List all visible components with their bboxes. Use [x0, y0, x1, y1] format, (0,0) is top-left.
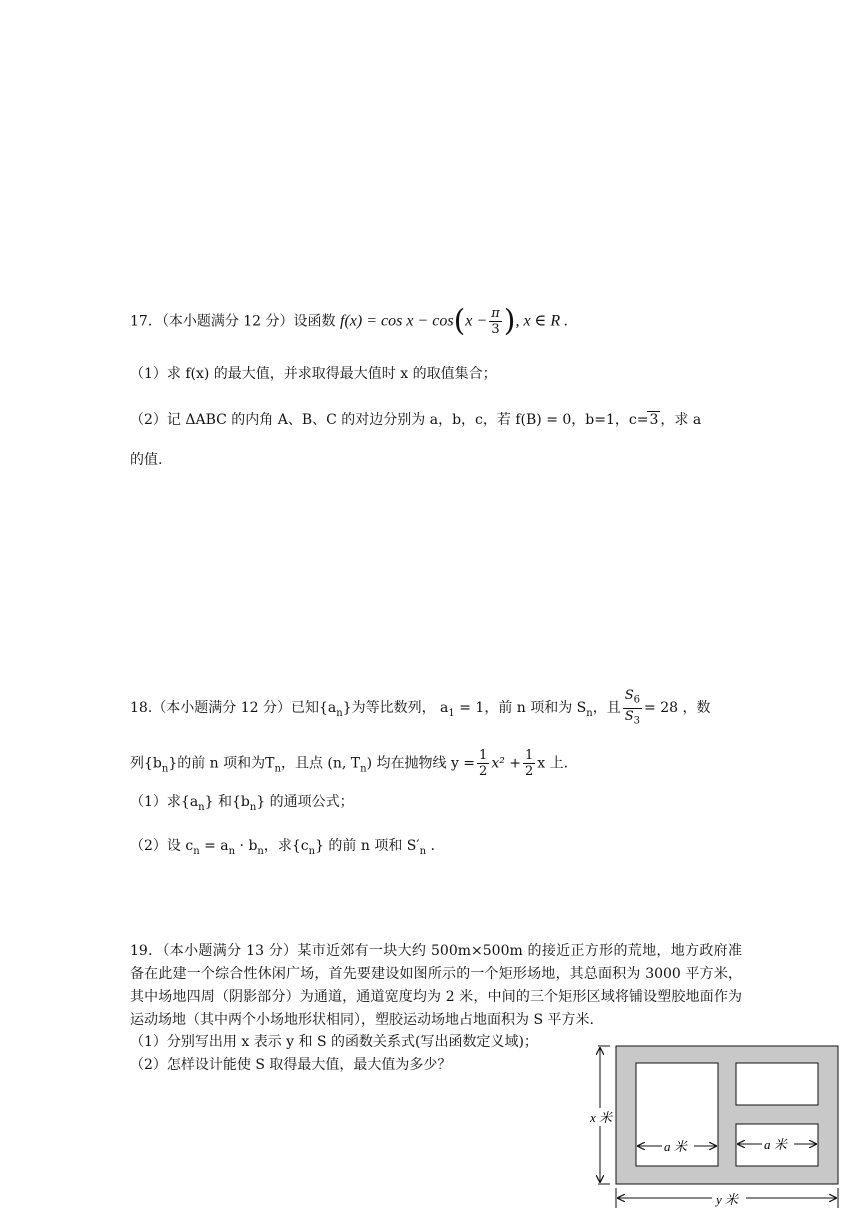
q17-sqrt3: 3 [649, 412, 659, 428]
q17-part2-line2: 的值. [130, 452, 163, 468]
q17-number: 17． [130, 313, 162, 330]
q17-part1: （1）求 f(x) 的最大值，并求取得最大值时 x 的取值集合； [130, 366, 497, 382]
q18-s6-over-s3: $\frac{S_6}{S_3}$ [624, 688, 641, 727]
q19-number: 19． [130, 943, 163, 959]
q17-pi-over-3: $\frac{\pi}{3}$ [491, 306, 500, 337]
q19-part1: （1）分别写出用 x 表示 y 和 S 的函数关系式(写出函数定义域)； [130, 1034, 538, 1050]
q17-header: （本小题满分 12 分）设函数 [161, 313, 336, 330]
q19-paragraph [130, 940, 742, 1032]
q18-line2: 列$\{b_n\}$的前 n 项和为$T_n$，且点 (n, $T_n$) 均在抛物线 y = $\frac{1}{2}$ x² + $\frac{1}{2}$ x 上. [130, 748, 569, 779]
y-label: y 米 [716, 1192, 739, 1207]
q17-right-paren: ) [503, 303, 516, 339]
a-label-right: a 米 [764, 1137, 787, 1152]
q18-half-1: $\frac{1}{2}$ [479, 748, 488, 779]
q18-part1: （1）求$\{a_n\}$ 和$\{b_n\}$ 的通项公式； [130, 794, 354, 813]
small-court-top [736, 1063, 818, 1105]
x-label: x 米 [590, 1110, 613, 1125]
q17-domain: , x ∈ R . [515, 312, 569, 330]
q19-part2: （2）怎样设计能使 S 取得最大值，最大值为多少？ [130, 1057, 452, 1073]
q18-part2: （2）设 $c_n = a_n \cdot b_n$，求$\{c_n\}$ 的前 n 项和 $S'_n$ . [130, 838, 435, 857]
q18-title-line: 18.（本小题满分 12 分）已知$\{a_n\}$为等比数列， $a_1 = 1$，前 n 项和为 $S_n$，且 $\frac{S_6}{S_3}$ = 28 ，数 [130, 688, 711, 727]
q17-part2-line1: （2）记 ΔABC 的内角 A、B、C 的对边分别为 a，b，c，若 f(B) = 0，b=1，c=3 ，求 a [130, 412, 702, 428]
q19-body: （本小题满分 13 分）某市近郊有一块大约 500m×500m 的接近正方形的荒地，地方政府准备在此建一个综合性休闲广场，首先要建设如图所示的一个矩形场地，其总面积为 3000 平方米，其中场地四周（阴影部分）为通道，通道宽度均为 2 米，中间的三个矩形区域将铺设塑胶地面作为运动场地（其中两个小场地形状相同），塑胶运动场地占地面积为 S 平方米. [130, 943, 742, 1028]
q19-figure [586, 1040, 846, 1210]
q17-title-line: 17．（本小题满分 12 分）设函数 f(x) = cos x − cos(x − $\frac{\pi}{3}$ ), x ∈ R . [130, 303, 569, 339]
a-label-left: a 米 [664, 1139, 687, 1154]
q18-half-2: $\frac{1}{2}$ [525, 748, 534, 779]
q17-left-paren: ( [453, 303, 466, 339]
q17-function: f(x) = cos x − cos [340, 312, 454, 330]
